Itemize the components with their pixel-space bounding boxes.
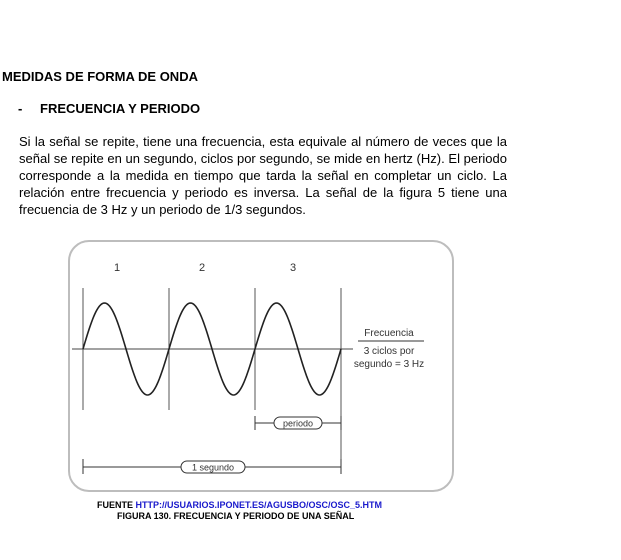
figure-source xyxy=(97,500,382,510)
cycle-label-2: 2 xyxy=(198,262,206,274)
list-dash: - xyxy=(18,101,23,116)
frequency-label: Frecuencia xyxy=(364,328,414,339)
source-url-link[interactable]: HTTP://USUARIOS.IPONET.ES/AGUSBO/OSC/OSC_5.HTM xyxy=(135,500,383,510)
waveform-diagram xyxy=(68,240,454,492)
section-heading: MEDIDAS DE FORMA DE ONDA xyxy=(2,69,198,84)
body-paragraph: Si la señal se repite, tiene una frecuencia, esta equivale al número de veces que la señal se repite en un segundo, ciclos por segundo, se mide en hertz (Hz). El periodo corresponde a la medida en tiempo que tarda la señal en completar un ciclo. La relación entre frecuencia y periodo es inversa. La señal de la figura 5 tiene una frecuencia de 3 Hz y un periodo de 1/3 segundos. xyxy=(19,134,507,217)
figure-caption: FIGURA 130. FRECUENCIA Y PERIODO DE UNA SEÑAL xyxy=(117,511,355,521)
formula-line-2: segundo = 3 Hz xyxy=(353,359,425,370)
formula-line-1: 3 ciclos por xyxy=(363,346,415,357)
period-label: periodo xyxy=(282,418,314,429)
source-prefix: FUENTE xyxy=(97,500,133,510)
waveform-figure xyxy=(68,240,454,492)
second-label: 1 segundo xyxy=(191,462,235,473)
subsection-title: FRECUENCIA Y PERIODO xyxy=(40,101,201,116)
cycle-label-3: 3 xyxy=(289,262,297,274)
subsection-heading xyxy=(18,101,200,116)
cycle-label-1: 1 xyxy=(113,262,121,274)
